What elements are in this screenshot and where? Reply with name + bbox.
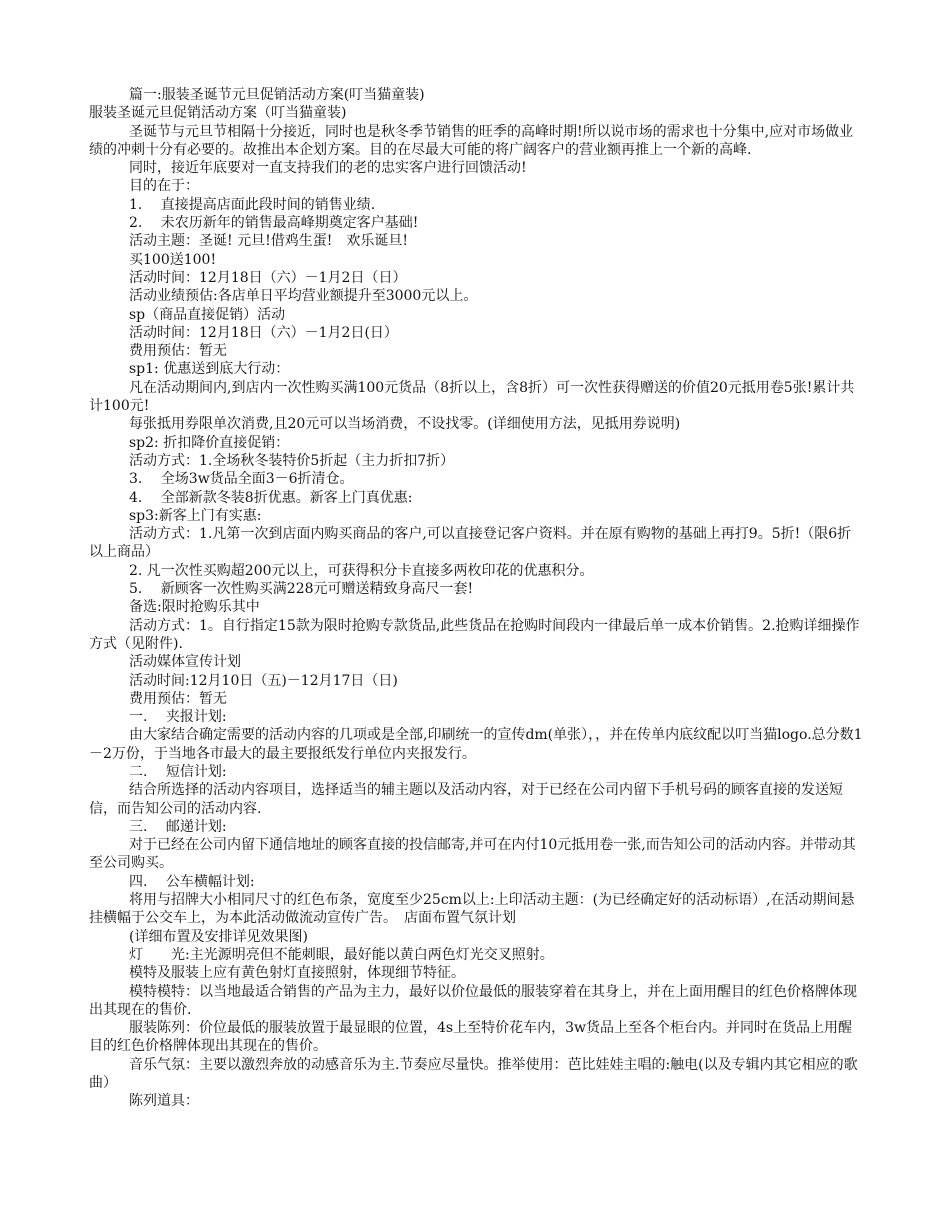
paragraph: 对于已经在公司内留下通信地址的顾客直接的投信邮寄,并可在内付10元抵用卷一张,而告知公司的活动内容。并带动其至公司购买。 <box>89 837 856 872</box>
paragraph: sp3:新客上门有实惠: <box>129 507 262 524</box>
paragraph: 活动时间：12月18日（六）－1月2日（日） <box>129 269 407 286</box>
paragraph: 圣诞节与元旦节相隔十分接近，同时也是秋冬季节销售的旺季的高峰时期!所以说市场的需求也十分集中,应对市场做业绩的冲刺十分有必要的。故推出本企划方案。目的在尽最大可能的将广阔客户的营业额再推上一个新的高峰. <box>89 123 854 158</box>
paragraph: sp（商品直接促销）活动 <box>129 306 286 323</box>
paragraph: 活动媒体宣传计划 <box>129 654 241 671</box>
paragraph: 二. 短信计划: <box>129 763 227 780</box>
paragraph: 一. 夹报计划: <box>129 709 227 726</box>
paragraph: 灯 光:主光源明亮但不能刺眼，最好能以黄白两色灯光交叉照射。 <box>129 946 554 963</box>
paragraph: 活动主题：圣诞! 元旦!借鸡生蛋! 欢乐诞旦! <box>129 233 408 250</box>
paragraph: 费用预估：暂无 <box>129 343 227 360</box>
paragraph: sp2: 折扣降价直接促销： <box>129 434 290 451</box>
paragraph: 4. 全部新款冬装8折优惠。新客上门真优惠: <box>129 489 413 506</box>
paragraph: 陈列道具： <box>129 1093 199 1110</box>
paragraph: 备选:限时抢购乐其中 <box>129 599 260 616</box>
paragraph: 2. 凡一次性买购超200元以上，可获得积分卡直接多两枚印花的优惠积分。 <box>129 562 594 579</box>
paragraph: 3. 全场3w货品全面3－6折清仓。 <box>129 471 354 488</box>
paragraph: 费用预估：暂无 <box>129 690 227 707</box>
paragraph: 5. 新顾客一次性购买满228元可赠送精致身高尺一套! <box>129 581 474 598</box>
paragraph: 活动方式：1.凡第一次到店面内购买商品的客户,可以直接登记客户资料。并在原有购物的基础上再打9。5折!（限6折以上商品） <box>89 526 852 561</box>
paragraph: 凡在活动期间内,到店内一次性购买满100元货品（8折以上，含8折）可一次性获得赠送的价值20元抵用卷5张!累计共计100元! <box>89 379 855 415</box>
paragraph: 模特及服装上应有黄色射灯直接照射，体现细节特征。 <box>129 965 465 982</box>
paragraph: 同时，接近年底要对一直支持我们的老的忠实客户进行回馈活动! <box>129 160 527 177</box>
paragraph: 模特模特：以当地最适合销售的产品为主力，最好以价位最低的服装穿着在其身上，并在上面用醒目的红色价格牌体现出其现在的售价. <box>89 983 857 1018</box>
paragraph: (详细布置及安排详见效果图) <box>129 928 308 945</box>
paragraph: 每张抵用券限单次消费,且20元可以当场消费，不设找零。(详细使用方法，见抵用券说明) <box>129 416 681 433</box>
paragraph: 活动时间：12月18日（六）－1月2日(日） <box>129 324 398 341</box>
paragraph: 2. 未农历新年的销售最高峰期奠定客户基础! <box>129 215 419 232</box>
paragraph: 活动时间:12月10日（五)－12月17日（日) <box>129 672 398 689</box>
paragraph: 服装陈列：价位最低的服装放置于最显眼的位置，4s上至特价花车内，3w货品上至各个柜台内。并同时在货品上用醒目的红色价格牌体现出其现在的售价。 <box>89 1020 852 1055</box>
paragraph: 活动业绩预估:各店单日平均营业额提升至3000元以上。 <box>129 288 478 305</box>
paragraph: 音乐气氛：主要以激烈奔放的动感音乐为主.节奏应尽量快。推举使用：芭比娃娃主唱的:触电(以及专辑内其它相应的歌曲） <box>89 1056 858 1092</box>
document-body <box>89 86 864 1111</box>
paragraph: 四. 公车横幅计划: <box>129 873 255 890</box>
paragraph: 结合所选择的活动内容项目，选择适当的辅主题以及活动内容，对于已经在公司内留下手机号码的顾客直接的发送短信，而告知公司的活动内容. <box>89 782 843 817</box>
paragraph: 篇一:服装圣诞节元旦促销活动方案(叮当猫童装) <box>129 87 425 103</box>
paragraph: 服装圣诞元旦促销活动方案（叮当猫童装) <box>89 105 347 122</box>
paragraph: 将用与招牌大小相同尺寸的红色布条，宽度至少25cm以上:上印活动主题：(为已经确定好的活动标语）,在活动期间悬挂横幅于公交车上，为本此活动做流动宣传广告。 店面布置气氛计划 <box>89 892 855 927</box>
paragraph: sp1: 优惠送到底大行动： <box>129 361 290 378</box>
paragraph: 活动方式：1。自行指定15款为限时抢购专款货品,此些货品在抢购时间段内一律最后单一成本价销售。2.抢购详细操作方式（见附件). <box>89 617 860 652</box>
paragraph: 1. 直接提高店面此段时间的销售业绩. <box>129 196 376 213</box>
paragraph: 三. 邮递计划: <box>129 818 227 835</box>
paragraph: 目的在于： <box>129 178 199 195</box>
paragraph: 买100送100! <box>129 251 217 268</box>
paragraph: 由大家结合确定需要的活动内容的几项或是全部,印刷统一的宣传dm(单张），，并在传单内底纹配以叮当猫logo.总分数1－2万份，于当地各市最大的最主要报纸发行单位内夹报发行。 <box>89 727 863 762</box>
paragraph: 活动方式：1.全场秋冬装特价5折起（主力折扣7折） <box>129 452 455 469</box>
